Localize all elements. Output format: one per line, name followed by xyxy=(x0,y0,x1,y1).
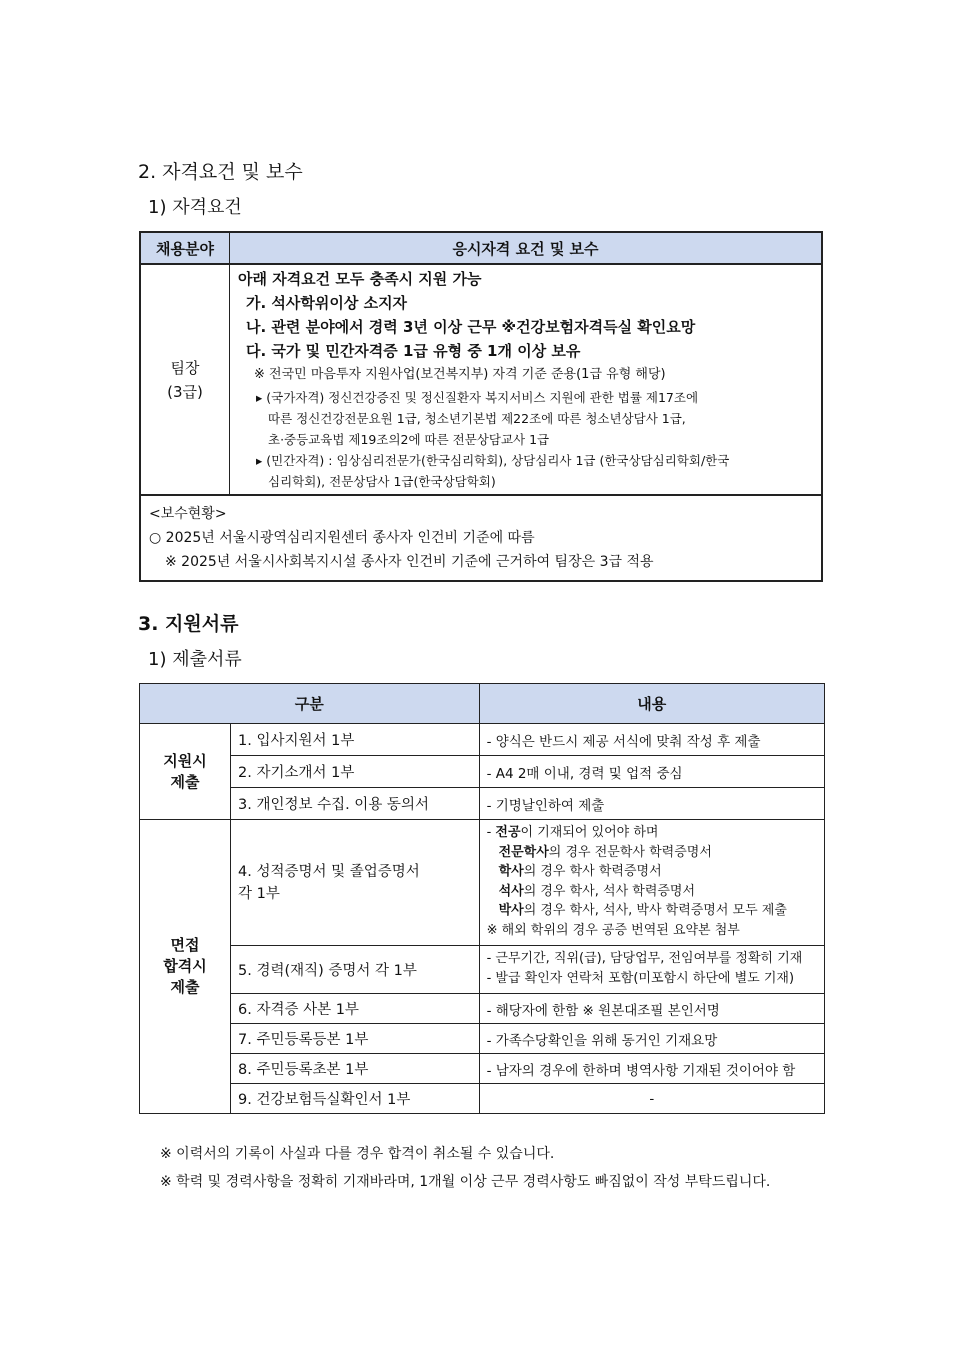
group-label: 합격시 xyxy=(163,957,207,975)
doc-content: - 전공이 기재되어 있어야 하며 전문학사의 경우 전문학사 학력증명서 학사의 경우 학사 학력증명서 석사의 경우 학사, 석사 학력증명서 박사의 경우 학사, 석사, 박사 학력증명서 모두 제출 ※ 해외 학위의 경우 공증 번역된 요약본 첨부 xyxy=(479,820,824,946)
section-3-subtitle: 1) 제출서류 xyxy=(148,649,242,670)
req-note: ※ 전국민 마음투자 지원사업(보건복지부) 자격 기준 준용(1급 유형 해당) xyxy=(254,367,666,382)
req-line: 가. 석사학위이상 소지자 xyxy=(246,294,408,312)
doc-item: 2. 자기소개서 1부 xyxy=(231,756,480,788)
doc-item: 8. 주민등록초본 1부 xyxy=(231,1054,480,1084)
col-header-category: 구분 xyxy=(140,684,480,724)
doc-item: 1. 입사지원서 1부 xyxy=(231,724,480,756)
private-cert-line: ▸ (민간자격) : 임상심리전문가(한국심리학회), 상담심리사 1급 (한국상담심리학회/한국 xyxy=(256,453,730,468)
doc-content: - 양식은 반드시 제공 서식에 맞춰 작성 후 제출 xyxy=(479,724,824,756)
req-line: 다. 국가 및 민간자격증 1급 유형 중 1개 이상 보유 xyxy=(246,342,581,360)
doc-item xyxy=(231,820,480,946)
position-grade: (3급) xyxy=(167,382,203,401)
section-3-title: 3. 지원서류 xyxy=(138,613,239,635)
req-line: 나. 관련 분야에서 경력 3년 이상 근무 ※건강보험자격득실 확인요망 xyxy=(246,318,696,336)
col-header-field: 채용분야 xyxy=(140,232,230,264)
doc-content: - 가족수당확인을 위해 동거인 기재요망 xyxy=(479,1024,824,1054)
national-cert-line: 따른 정신건강전문요원 1급, 청소년기본법 제22조에 따른 청소년상담사 1급, xyxy=(268,411,686,426)
section-2-subtitle: 1) 자격요건 xyxy=(148,197,242,218)
documents-table xyxy=(139,683,825,1114)
salary-note: ※ 2025년 서울시사회복지시설 종사자 인건비 기준에 근거하여 팀장은 3급 적용 xyxy=(165,554,654,570)
doc-item: 5. 경력(재직) 증명서 각 1부 xyxy=(231,946,480,994)
doc-item: 6. 자격증 사본 1부 xyxy=(231,994,480,1024)
doc-item: 7. 주민등록등본 1부 xyxy=(231,1024,480,1054)
doc-content: - 해당자에 한함 ※ 원본대조필 본인서명 xyxy=(479,994,824,1024)
footer-note: ※ 학력 및 경력사항을 정확히 기재바라며, 1개월 이상 근무 경력사항도 빠짐없이 작성 부탁드립니다. xyxy=(160,1174,771,1190)
footer-note: ※ 이력서의 기록이 사실과 다를 경우 합격이 취소될 수 있습니다. xyxy=(160,1146,555,1162)
group-label: 지원시 xyxy=(163,751,207,770)
position-cell xyxy=(140,264,230,495)
requirements-cell xyxy=(230,264,823,495)
qualification-table xyxy=(139,231,823,582)
doc-content: - xyxy=(479,1084,824,1114)
doc-item-line: 4. 성적증명서 및 졸업증명서 xyxy=(238,863,420,880)
group-label: 면접 xyxy=(170,936,200,954)
salary-line: ○ 2025년 서울시광역심리지원센터 종사자 인건비 기준에 따름 xyxy=(149,530,535,546)
section-2-title: 2. 자격요건 및 보수 xyxy=(138,161,303,183)
salary-title: <보수현황> xyxy=(149,506,227,522)
doc-content: - 기명날인하여 제출 xyxy=(479,788,824,820)
group-label: 제출 xyxy=(170,772,200,791)
doc-content: - A4 2매 이내, 경력 및 업적 중심 xyxy=(479,756,824,788)
salary-cell xyxy=(140,495,822,581)
group-apply xyxy=(140,724,231,820)
doc-content: - 근무기간, 직위(급), 담당업무, 전임여부를 정확히 기재 - 발급 확인자 연락처 포함(미포함시 하단에 별도 기재) xyxy=(479,946,824,994)
national-cert-line: 초·중등교육법 제19조의2에 따른 전문상담교사 1급 xyxy=(268,432,550,447)
req-line: 아래 자격요건 모두 충족시 지원 가능 xyxy=(238,270,482,288)
position-name: 팀장 xyxy=(170,358,200,377)
doc-content: - 남자의 경우에 한하며 병역사항 기재된 것이어야 함 xyxy=(479,1054,824,1084)
doc-item-line: 각 1부 xyxy=(238,885,280,902)
private-cert-line: 심리학회), 전문상담사 1급(한국상담학회) xyxy=(268,474,496,489)
col-header-content: 내용 xyxy=(479,684,824,724)
group-label: 제출 xyxy=(170,978,200,996)
national-cert-line: ▸ (국가자격) 정신건강증진 및 정신질환자 복지서비스 지원에 관한 법률 제17조에 xyxy=(256,390,699,405)
doc-item: 3. 개인정보 수집. 이용 동의서 xyxy=(231,788,480,820)
group-interview xyxy=(140,820,231,1114)
col-header-requirements: 응시자격 요건 및 보수 xyxy=(230,232,823,264)
doc-item: 9. 건강보험득실확인서 1부 xyxy=(231,1084,480,1114)
